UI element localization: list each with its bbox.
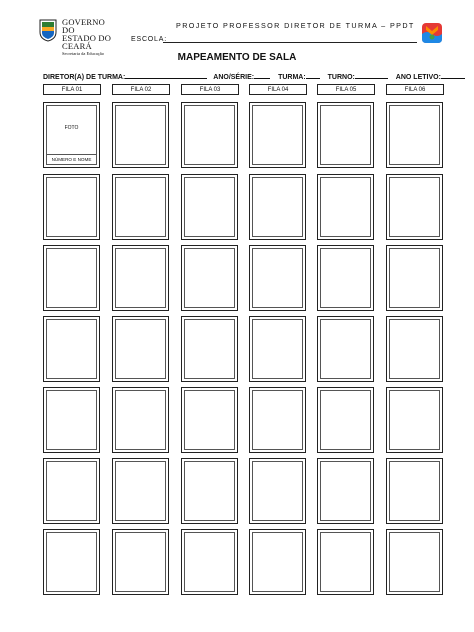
photo-frame [389, 248, 440, 308]
photo-frame [184, 248, 235, 308]
photo-frame [389, 390, 440, 450]
student-photo-box[interactable] [181, 387, 238, 453]
class-info-row [43, 71, 465, 81]
ano-serie-label: ANO/SÉRIE: [213, 74, 255, 81]
photo-frame [115, 319, 166, 379]
photo-frame [46, 177, 97, 237]
student-photo-box[interactable] [181, 316, 238, 382]
photo-frame [320, 390, 371, 450]
student-photo-box[interactable] [386, 174, 443, 240]
gov-line1: GOVERNO DO [62, 17, 105, 35]
photo-frame [389, 177, 440, 237]
student-photo-box[interactable] [112, 458, 169, 524]
student-photo-box[interactable] [249, 458, 306, 524]
diretor-field[interactable] [125, 71, 207, 79]
photo-frame [252, 248, 303, 308]
student-photo-box[interactable] [112, 529, 169, 595]
photo-frame [46, 319, 97, 379]
government-name [62, 18, 118, 56]
photo-frame [115, 248, 166, 308]
fila-header-1: FILA 01 [43, 84, 101, 95]
escola-label: ESCOLA: [131, 36, 167, 43]
student-photo-box[interactable] [317, 387, 374, 453]
turno-label: TURNO: [327, 74, 355, 81]
student-photo-box[interactable] [43, 387, 100, 453]
fila-header-5: FILA 05 [317, 84, 375, 95]
student-photo-box[interactable] [317, 174, 374, 240]
student-photo-box[interactable] [317, 316, 374, 382]
student-photo-box[interactable] [43, 529, 100, 595]
student-photo-box[interactable] [43, 245, 100, 311]
ano-letivo-field[interactable] [441, 71, 465, 79]
photo-frame [46, 390, 97, 450]
student-photo-box[interactable] [249, 174, 306, 240]
student-photo-box[interactable] [112, 316, 169, 382]
photo-frame [115, 105, 166, 165]
photo-frame [320, 319, 371, 379]
photo-frame [320, 248, 371, 308]
photo-frame [252, 461, 303, 521]
gov-line2: ESTADO DO CEARÁ [62, 33, 112, 51]
photo-frame [184, 105, 235, 165]
photo-frame [320, 461, 371, 521]
photo-frame [389, 461, 440, 521]
turno-field[interactable] [355, 71, 388, 79]
ppdt-logo-icon [421, 22, 443, 44]
student-photo-box[interactable] [317, 102, 374, 168]
student-photo-box[interactable] [181, 458, 238, 524]
student-photo-box[interactable] [112, 387, 169, 453]
student-photo-box[interactable] [43, 316, 100, 382]
student-photo-box[interactable] [43, 458, 100, 524]
student-photo-box[interactable] [249, 387, 306, 453]
photo-frame [184, 177, 235, 237]
page-title: MAPEAMENTO DE SALA [177, 52, 297, 63]
photo-frame [46, 105, 97, 165]
student-photo-box[interactable] [112, 245, 169, 311]
diretor-label: DIRETOR(A) DE TURMA: [43, 74, 126, 81]
photo-frame [115, 461, 166, 521]
photo-frame [115, 532, 166, 592]
student-photo-box[interactable] [249, 529, 306, 595]
photo-frame [389, 532, 440, 592]
student-photo-box[interactable] [181, 174, 238, 240]
student-photo-box[interactable] [317, 529, 374, 595]
document-header [0, 0, 474, 56]
photo-frame [46, 532, 97, 592]
student-photo-box[interactable] [386, 102, 443, 168]
student-photo-box[interactable] [249, 316, 306, 382]
photo-frame [252, 390, 303, 450]
photo-frame [252, 105, 303, 165]
escola-field-line [163, 42, 417, 43]
photo-frame [184, 390, 235, 450]
student-photo-box[interactable] [181, 529, 238, 595]
photo-frame [46, 248, 97, 308]
photo-frame [252, 177, 303, 237]
student-photo-box[interactable] [386, 316, 443, 382]
photo-frame [184, 319, 235, 379]
student-photo-box[interactable] [249, 102, 306, 168]
student-photo-box[interactable] [112, 102, 169, 168]
fila-header-2: FILA 02 [112, 84, 170, 95]
photo-frame [320, 532, 371, 592]
fila-header-4: FILA 04 [249, 84, 307, 95]
fila-header-3: FILA 03 [181, 84, 239, 95]
student-photo-box[interactable] [181, 102, 238, 168]
student-photo-box[interactable] [386, 458, 443, 524]
project-title: PROJETO PROFESSOR DIRETOR DE TURMA – PPDT [176, 21, 415, 30]
photo-frame [389, 319, 440, 379]
student-photo-box[interactable] [386, 387, 443, 453]
student-photo-box[interactable] [181, 245, 238, 311]
student-photo-box[interactable] [317, 245, 374, 311]
photo-frame [389, 105, 440, 165]
photo-frame [320, 105, 371, 165]
student-photo-box[interactable] [386, 245, 443, 311]
photo-frame [252, 319, 303, 379]
turma-label: TURMA: [278, 74, 306, 81]
photo-frame [252, 532, 303, 592]
student-photo-box[interactable] [386, 529, 443, 595]
student-photo-box[interactable] [317, 458, 374, 524]
fila-header-6: FILA 06 [386, 84, 444, 95]
student-photo-box[interactable] [43, 102, 100, 168]
photo-frame [46, 461, 97, 521]
numero-nome-label: NÚMERO E NOME [47, 154, 96, 164]
ano-letivo-label: ANO LETIVO: [395, 74, 441, 81]
photo-frame [320, 177, 371, 237]
foto-label: FOTO [64, 125, 79, 131]
photo-frame [184, 532, 235, 592]
gov-line3: Secretaria da Educação [62, 51, 104, 56]
ano-serie-field[interactable] [254, 71, 270, 79]
photo-frame [115, 390, 166, 450]
photo-frame [115, 177, 166, 237]
ceara-crest-icon [38, 18, 58, 42]
student-photo-box[interactable] [112, 174, 169, 240]
government-logo [38, 17, 118, 56]
photo-frame [184, 461, 235, 521]
student-photo-box[interactable] [43, 174, 100, 240]
turma-field[interactable] [306, 71, 320, 79]
student-photo-box[interactable] [249, 245, 306, 311]
